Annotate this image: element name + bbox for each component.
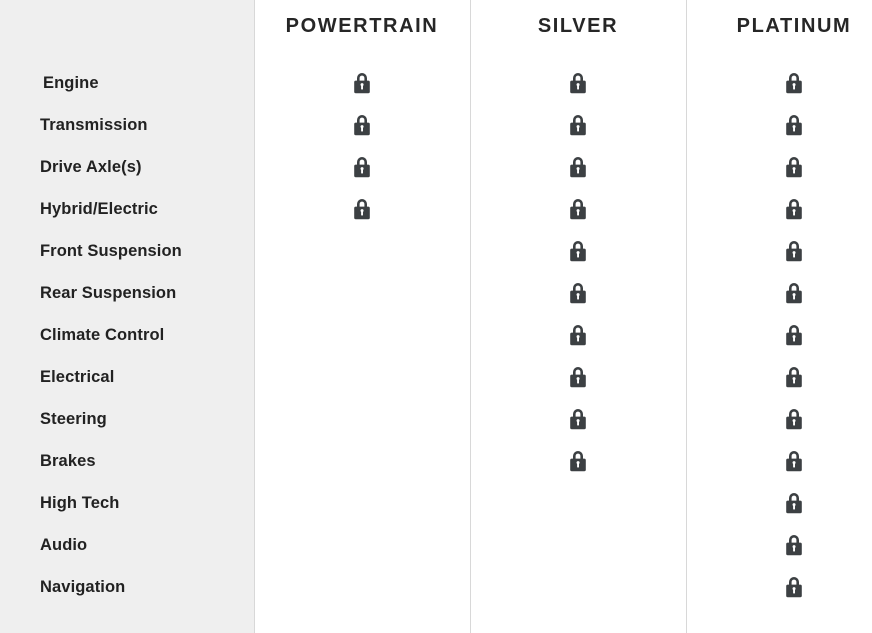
- coverage-cell: [470, 566, 686, 608]
- feature-row: [0, 524, 254, 566]
- lock-icon: [783, 196, 805, 222]
- coverage-cell: [470, 272, 686, 314]
- coverage-cell: [254, 314, 470, 356]
- coverage-cell: [686, 566, 872, 608]
- feature-row: [0, 314, 254, 356]
- feature-row: [0, 398, 254, 440]
- lock-icon: [567, 364, 589, 390]
- coverage-cell: [254, 188, 470, 230]
- plan-title: PLATINUM: [736, 14, 852, 37]
- feature-label: Front Suspension: [40, 241, 182, 260]
- lock-icon: [783, 154, 805, 180]
- plan-cells: [686, 62, 872, 608]
- coverage-cell: [686, 524, 872, 566]
- lock-icon: [567, 448, 589, 474]
- coverage-cell: [686, 146, 872, 188]
- lock-icon: [783, 70, 805, 96]
- coverage-cell: [686, 398, 872, 440]
- feature-row: [0, 482, 254, 524]
- coverage-cell: [470, 482, 686, 524]
- plan-column-powertrain: [254, 0, 470, 633]
- lock-icon: [783, 490, 805, 516]
- feature-row: [0, 104, 254, 146]
- feature-label: Rear Suspension: [40, 283, 177, 302]
- lock-icon: [783, 364, 805, 390]
- plan-column-platinum: [686, 0, 872, 633]
- feature-label: Hybrid/Electric: [40, 199, 158, 218]
- lock-icon: [567, 154, 589, 180]
- feature-label: Steering: [40, 409, 107, 428]
- plan-cells: [470, 62, 686, 608]
- feature-row: [0, 146, 254, 188]
- feature-row: [0, 440, 254, 482]
- lock-icon: [783, 448, 805, 474]
- plan-title: SILVER: [537, 14, 619, 37]
- feature-row: [0, 188, 254, 230]
- coverage-cell: [470, 104, 686, 146]
- lock-icon: [351, 70, 373, 96]
- coverage-cell: [686, 272, 872, 314]
- feature-label: Transmission: [40, 115, 148, 134]
- lock-icon: [783, 112, 805, 138]
- feature-label: Audio: [40, 535, 88, 554]
- coverage-cell: [470, 314, 686, 356]
- lock-icon: [783, 574, 805, 600]
- lock-icon: [351, 196, 373, 222]
- coverage-cell: [470, 146, 686, 188]
- feature-label: Electrical: [40, 367, 115, 386]
- coverage-cell: [254, 146, 470, 188]
- coverage-cell: [470, 188, 686, 230]
- coverage-cell: [470, 398, 686, 440]
- coverage-cell: [686, 188, 872, 230]
- feature-label: High Tech: [40, 493, 120, 512]
- feature-row: [0, 356, 254, 398]
- coverage-cell: [470, 440, 686, 482]
- coverage-cell: [686, 482, 872, 524]
- feature-row: [0, 230, 254, 272]
- coverage-cell: [470, 62, 686, 104]
- feature-row: [0, 62, 254, 104]
- coverage-cell: [254, 440, 470, 482]
- lock-icon: [567, 322, 589, 348]
- plan-cells: [254, 62, 470, 608]
- lock-icon: [567, 70, 589, 96]
- lock-icon: [567, 238, 589, 264]
- coverage-cell: [254, 104, 470, 146]
- feature-label: Drive Axle(s): [40, 157, 142, 176]
- coverage-cell: [470, 356, 686, 398]
- plan-header: [254, 0, 470, 62]
- lock-icon: [567, 196, 589, 222]
- lock-icon: [783, 406, 805, 432]
- lock-icon: [783, 280, 805, 306]
- coverage-cell: [686, 314, 872, 356]
- lock-icon: [351, 112, 373, 138]
- coverage-cell: [254, 230, 470, 272]
- coverage-cell: [254, 524, 470, 566]
- coverage-cell: [470, 524, 686, 566]
- coverage-cell: [254, 356, 470, 398]
- lock-icon: [351, 154, 373, 180]
- feature-label: Engine: [43, 73, 99, 92]
- feature-label: Brakes: [40, 451, 96, 470]
- lock-icon: [567, 406, 589, 432]
- coverage-cell: [470, 230, 686, 272]
- lock-icon: [783, 532, 805, 558]
- feature-column: [0, 0, 254, 633]
- lock-icon: [783, 238, 805, 264]
- coverage-cell: [254, 482, 470, 524]
- feature-label: Climate Control: [40, 325, 165, 344]
- plan-header: [470, 0, 686, 62]
- coverage-cell: [254, 398, 470, 440]
- lock-icon: [567, 280, 589, 306]
- feature-row: [0, 566, 254, 608]
- coverage-cell: [686, 62, 872, 104]
- coverage-cell: [254, 566, 470, 608]
- feature-row: [0, 272, 254, 314]
- coverage-cell: [254, 62, 470, 104]
- plan-title: POWERTRAIN: [285, 14, 439, 37]
- coverage-cell: [686, 356, 872, 398]
- coverage-cell: [686, 104, 872, 146]
- plan-header: [686, 0, 872, 62]
- coverage-cell: [686, 230, 872, 272]
- plan-column-silver: [470, 0, 686, 633]
- feature-label: Navigation: [40, 577, 126, 596]
- lock-icon: [567, 112, 589, 138]
- coverage-cell: [686, 440, 872, 482]
- coverage-cell: [254, 272, 470, 314]
- lock-icon: [783, 322, 805, 348]
